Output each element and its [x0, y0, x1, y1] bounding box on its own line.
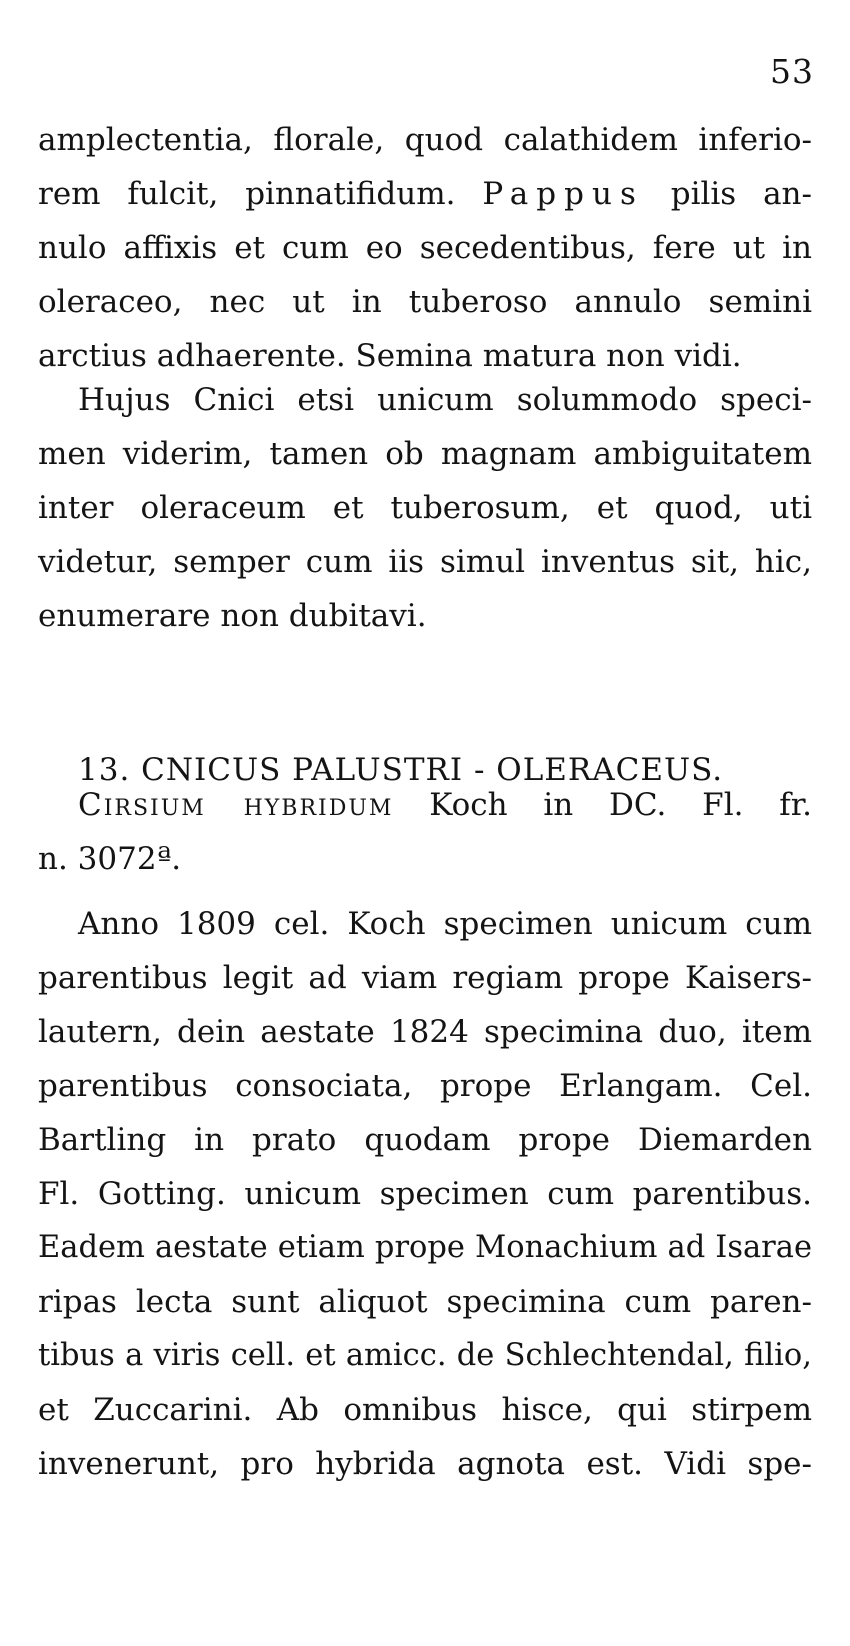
- text-line: nulo affixis et cum eo secedentibus, fere ut in: [38, 230, 812, 266]
- text-line: videtur, semper cum iis simul inventus sit, hic,: [38, 544, 812, 580]
- text-line: oleraceo, nec ut in tuberoso annulo semini: [38, 284, 812, 320]
- text-line: ripas lecta sunt aliquot specimina cum paren-: [38, 1284, 812, 1320]
- species-heading: 13. CNICUS PALUSTRI - OLERACEUS.: [78, 752, 724, 788]
- text-line: tibus a viris cell. et amicc. de Schlechtendal, filio,: [38, 1338, 812, 1373]
- text-fragment: pilis an-: [670, 176, 812, 212]
- page-number: 53: [770, 52, 814, 91]
- synonym-genus: Cirsium hybridum: [78, 787, 394, 823]
- text-line: Bartling in prato quodam prope Diemarden: [38, 1122, 812, 1158]
- paragraph-2: [38, 373, 812, 643]
- text-line: invenerunt, pro hybrida agnota est. Vidi spe-: [38, 1446, 812, 1482]
- text-line: [38, 167, 812, 221]
- synonym-block: [38, 778, 812, 886]
- text-line: parentibus consociata, prope Erlangam. Cel.: [38, 1068, 812, 1104]
- text-line: men viderim, tamen ob magnam ambiguitatem: [38, 436, 812, 472]
- synonym-authority: Koch in DC. Fl. fr.: [429, 787, 813, 823]
- text-line: n. 3072ª.: [38, 841, 182, 877]
- text-line: lautern, dein aestate 1824 specimina duo, item: [38, 1014, 812, 1050]
- text-line: Fl. Gotting. unicum specimen cum parentibus.: [38, 1176, 812, 1212]
- text-fragment: rem fulcit, pinnatifidum.: [38, 176, 456, 212]
- text-line: et Zuccarini. Ab omnibus hisce, qui stirpem: [38, 1392, 812, 1428]
- text-line: [38, 778, 812, 832]
- text-line: parentibus legit ad viam regiam prope Kaisers-: [38, 960, 812, 996]
- text-line: Anno 1809 cel. Koch specimen unicum cum: [78, 906, 812, 942]
- paragraph-3: [38, 897, 812, 1491]
- text-line: Eadem aestate etiam prope Monachium ad Isarae: [38, 1230, 812, 1265]
- text-line: amplectentia, florale, quod calathidem inferio-: [38, 122, 812, 158]
- text-line: enumerare non dubitavi.: [38, 598, 427, 634]
- text-line: inter oleraceum et tuberosum, et quod, uti: [38, 490, 812, 526]
- paragraph-1: [38, 113, 812, 383]
- text-line: arctius adhaerente. Semina matura non vidi.: [38, 338, 742, 374]
- text-line: Hujus Cnici etsi unicum solummodo speci-: [78, 382, 812, 418]
- pappus-term: Pappus: [482, 176, 644, 212]
